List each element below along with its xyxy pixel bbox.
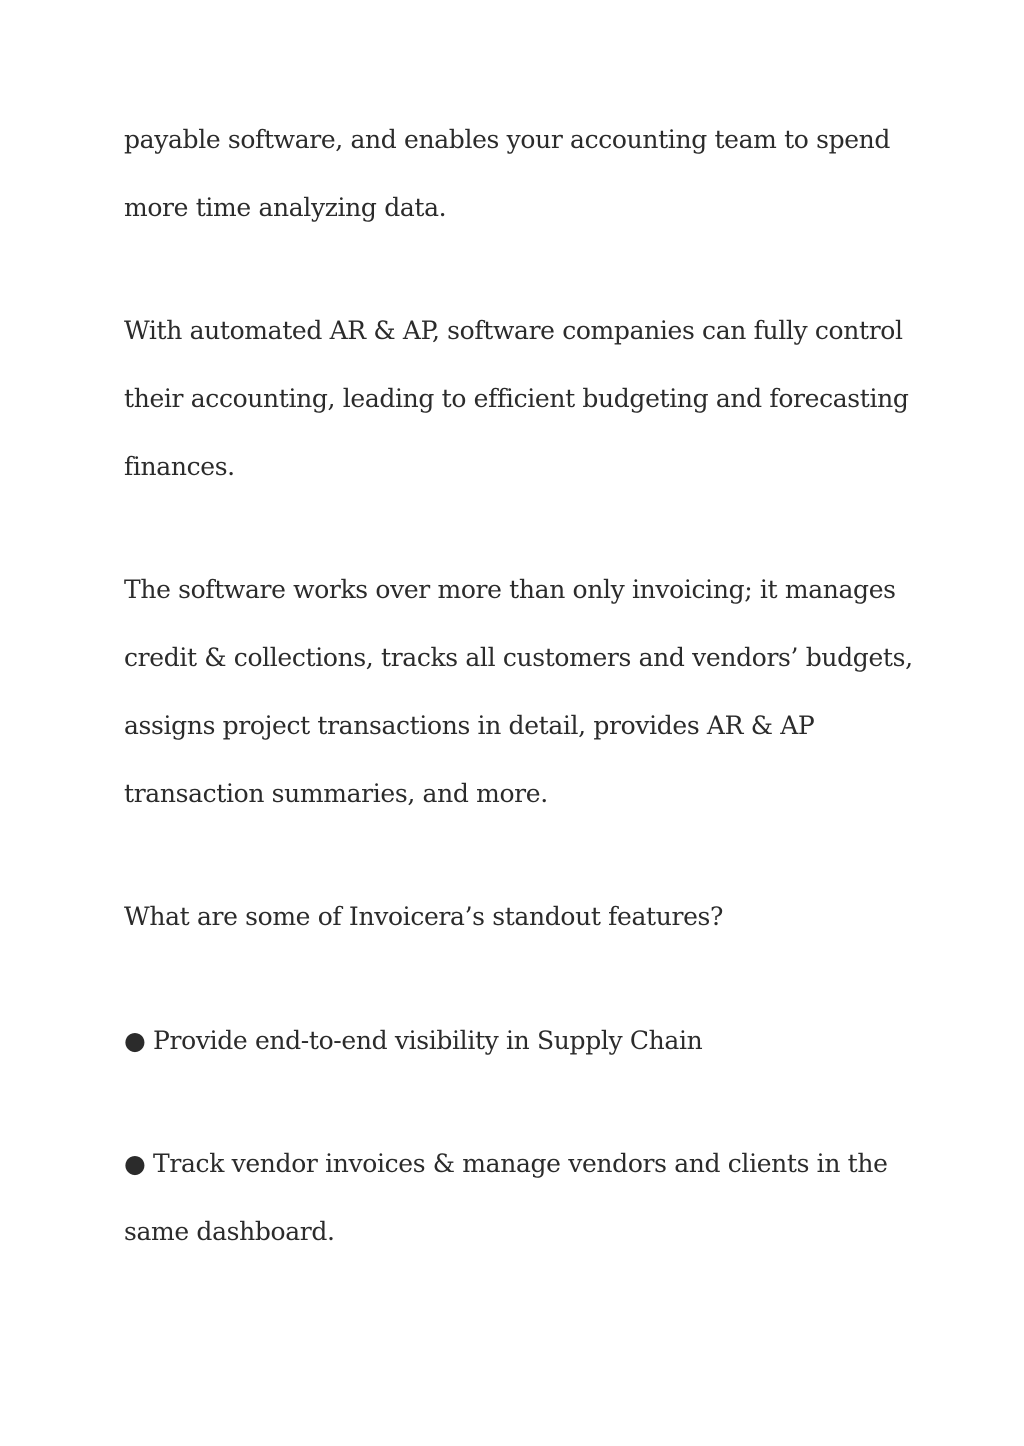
paragraph-1-line-1: payable software, and enables your accounting team to spend xyxy=(124,125,891,154)
bullet-item-1: ● Provide end-to-end visibility in Supply Chain xyxy=(124,1026,703,1055)
paragraph-2-line-1: With automated AR & AP, software companies can fully control xyxy=(124,316,903,345)
paragraph-3-line-1: The software works over more than only invoicing; it manages xyxy=(124,575,896,604)
paragraph-3-line-2: credit & collections, tracks all customers and vendors’ budgets, xyxy=(124,643,913,672)
features-question: What are some of Invoicera’s standout features? xyxy=(124,902,724,931)
paragraph-3-line-4: transaction summaries, and more. xyxy=(124,779,548,808)
paragraph-2-line-2: their accounting, leading to efficient budgeting and forecasting xyxy=(124,384,909,413)
bullet-item-2-line-2: same dashboard. xyxy=(124,1217,335,1246)
paragraph-3-line-3: assigns project transactions in detail, provides AR & AP xyxy=(124,711,815,740)
paragraph-1-line-2: more time analyzing data. xyxy=(124,193,447,222)
bullet-item-2-line-1: ● Track vendor invoices & manage vendors and clients in the xyxy=(124,1149,888,1178)
paragraph-2-line-3: finances. xyxy=(124,452,235,481)
